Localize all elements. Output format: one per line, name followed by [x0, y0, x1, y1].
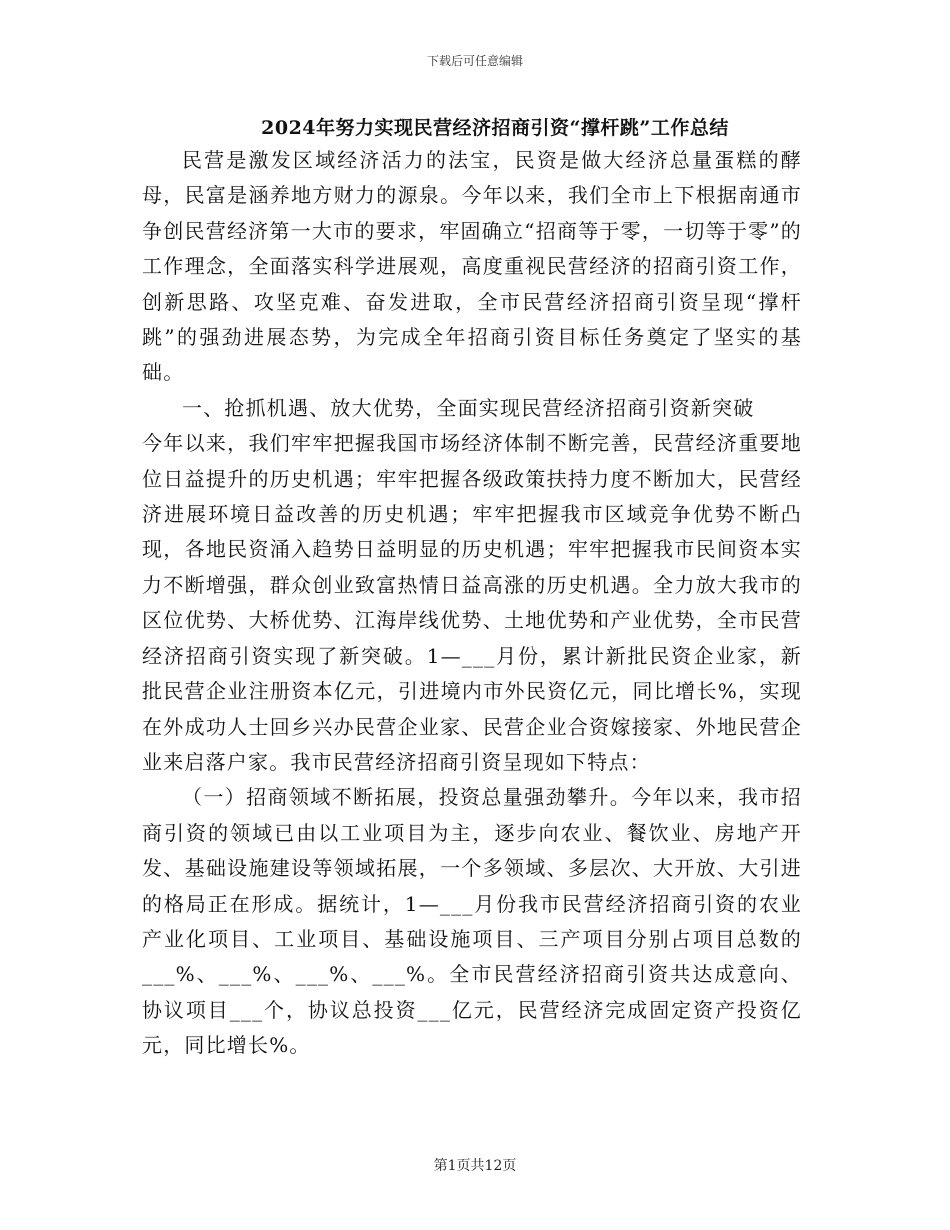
paragraph-opportunities: 今年以来，我们牢牢把握我国市场经济体制不断完善，民营经济重要地位日益提升的历史机遇；牢牢把握各级政策扶持力度不断加大，民营经济进展环境日益改善的历史机遇；牢牢把握我市区域竞争优势不断凸现，各地民资涌入趋势日益明显的历史机遇；牢牢把握我市民间资本实力不断增强，群众创业致富热情日益高涨的历史机遇。全力放大我市的区位优势、大桥优势、江海岸线优势、土地优势和产业优势，全市民营经济招商引资实现了新突破。1—___月份，累计新批民资企业家，新批民营企业注册资本亿元，引进境内市外民资亿元，同比增长%，实现在外成功人士回乡兴办民营企业家、民营企业合资嫁接家、外地民营企业来启落户家。我市民营经济招商引资呈现如下特点：: [142, 431, 802, 774]
page-number: 第1页共12页: [433, 1158, 517, 1174]
document-body: [142, 143, 802, 1064]
document-title: 2024年努力实现民营经济招商引资“撑杆跳”工作总结: [261, 117, 729, 139]
paragraph-intro: 民营是激发区域经济活力的法宝，民资是做大经济总量蛋糕的酵母，民富是涵养地方财力的源泉。今年以来，我们全市上下根据南通市争创民营经济第一大市的要求，牢固确立“招商等于零，一切等于零”的工作理念，全面落实科学进展观，高度重视民营经济的招商引资工作，创新思路、攻坚克难、奋发进取，全市民营经济招商引资呈现“撑杆跳”的强劲进展态势，为完成全年招商引资目标任务奠定了坚实的基础。: [142, 148, 802, 385]
header-note: 下载后可任意编辑: [426, 54, 523, 68]
section-heading-1: 一、抢抓机遇、放大优势，全面实现民营经济招商引资新突破: [182, 395, 755, 420]
paragraph-subsection-1: （一）招商领域不断拓展，投资总量强劲攀升。今年以来，我市招商引资的领域已由以工业项目为主，逐步向农业、餐饮业、房地产开发、基础设施建设等领域拓展，一个多领域、多层次、大开放、大引进的格局正在形成。据统计，1—___月份我市民营经济招商引资的农业产业化项目、工业项目、基础设施项目、三产项目分别占项目总数的___%、___%、___%、___%。全市民营经济招商引资共达成意向、协议项目___个，协议总投资___亿元，民营经济完成固定资产投资亿元，同比增长%。: [142, 785, 802, 1058]
